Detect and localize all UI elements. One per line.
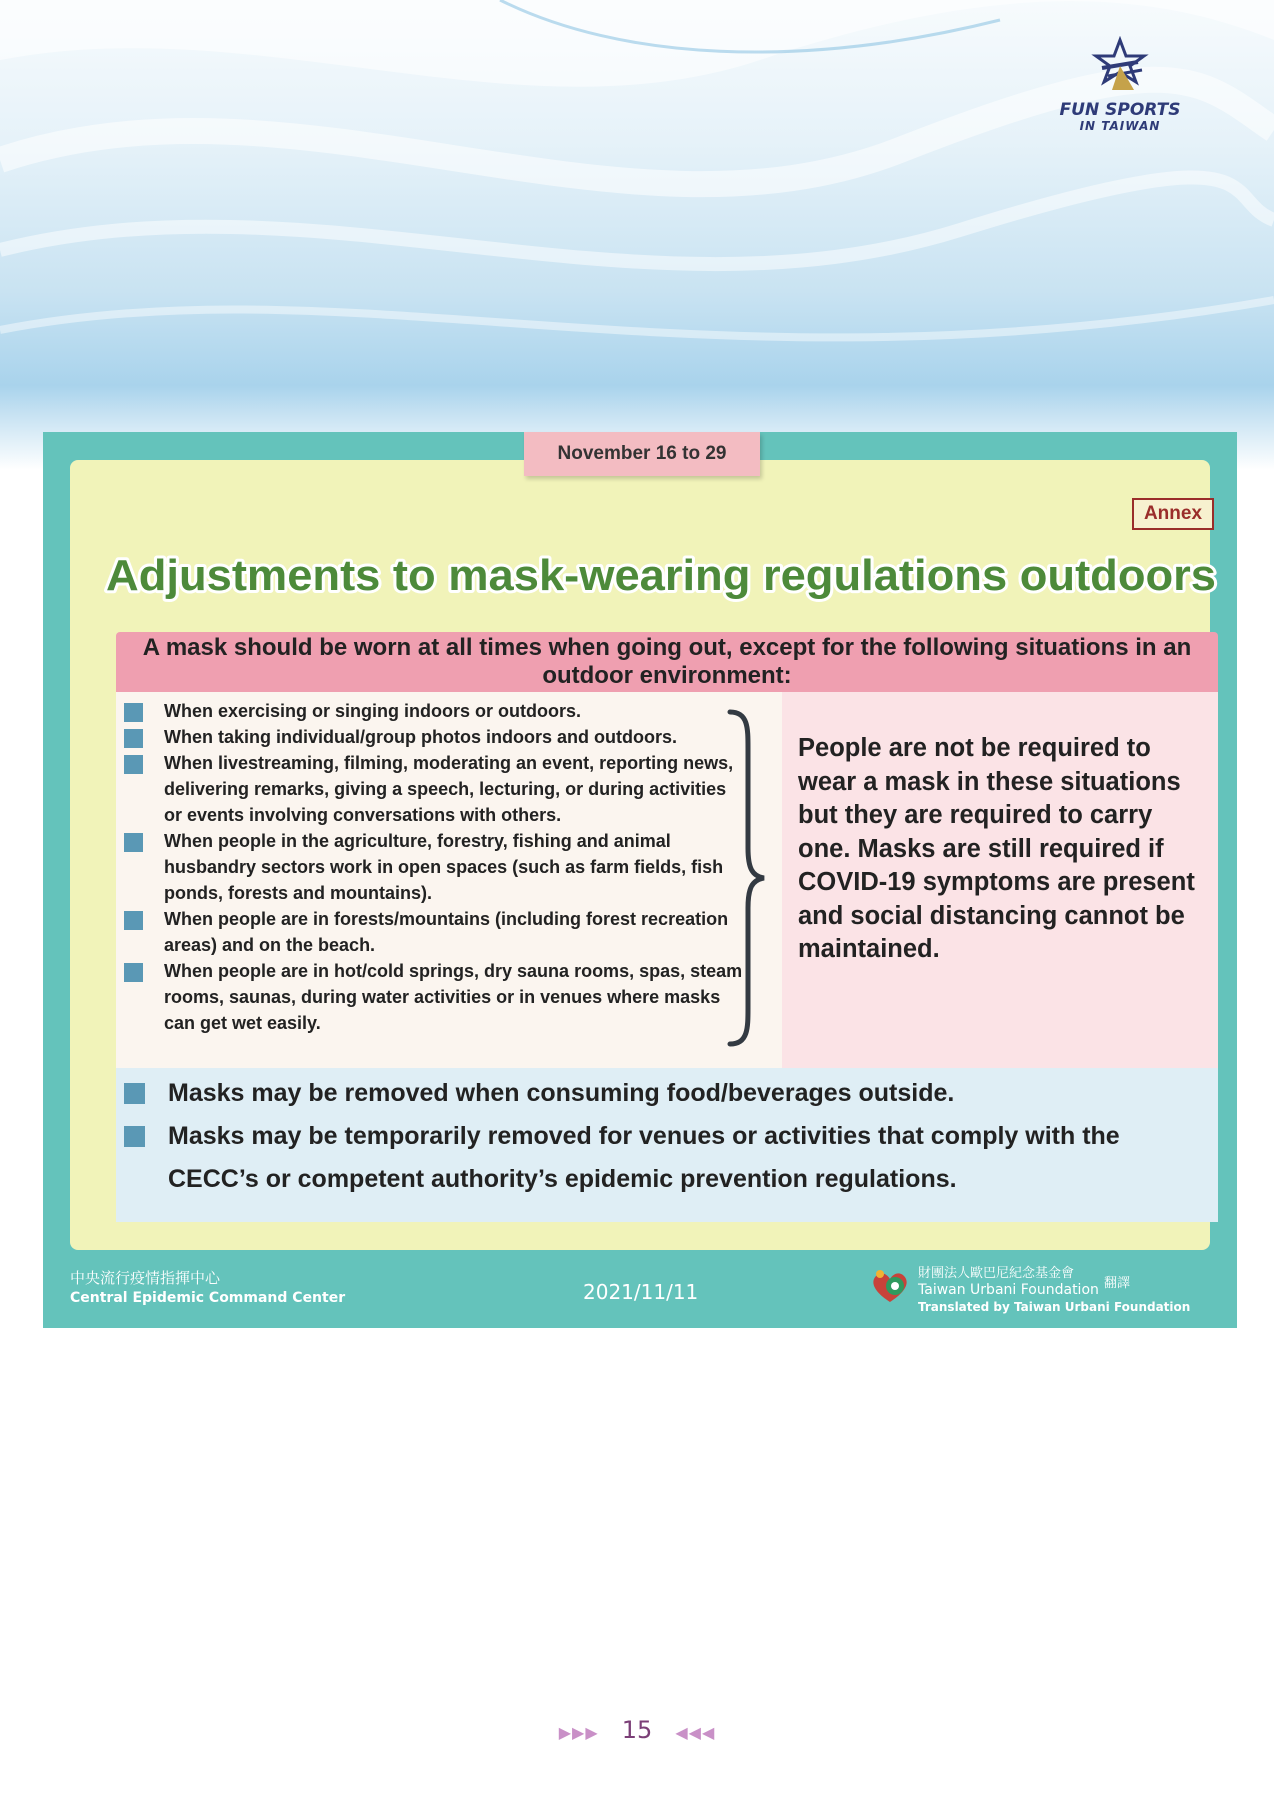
list-item [124, 750, 744, 828]
exceptions-list [124, 698, 744, 1036]
curly-brace-icon [726, 708, 770, 1048]
list-item [124, 1115, 1204, 1201]
slide-panel [70, 460, 1216, 1250]
slide-frame [43, 432, 1237, 1328]
foundation-text [918, 1266, 1190, 1316]
bullet-square-icon [124, 729, 143, 748]
slide-title [96, 536, 1246, 610]
additional-panel [116, 1068, 1218, 1222]
list-item [124, 698, 744, 724]
cecc-name-en: Central Epidemic Command Center [70, 1290, 346, 1306]
arrows-left-icon: ◀◀◀ [675, 1723, 716, 1742]
foundation-name-en: Taiwan Urbani Foundation [918, 1282, 1099, 1298]
slide-title-text: Adjustments to mask-wearing regulations outdoors [106, 551, 1216, 600]
list-item-text: When people in the agriculture, forestry, fishing and animal husbandry sectors work in open spaces (such as farm fields, fish ponds, forests and mountains). [164, 831, 724, 903]
exceptions-panel [116, 692, 782, 1068]
logo-subtitle: IN TAIWAN [1079, 119, 1161, 133]
fun-sports-logo [1050, 36, 1190, 146]
cecc-credit [70, 1268, 345, 1308]
list-item [124, 958, 744, 1036]
bullet-square-icon [124, 963, 143, 982]
star-runner-icon [1050, 36, 1190, 98]
footer-date: 2021/11/11 [583, 1280, 699, 1304]
list-item [124, 906, 744, 958]
list-item [124, 724, 744, 750]
list-item-text: When people are in forests/mountains (including forest recreation areas) and on the beach. [164, 909, 729, 955]
list-item [124, 1072, 1204, 1115]
cecc-name-cn: 中央流行疫情指揮中心 [70, 1269, 221, 1287]
annex-badge: Annex [1132, 498, 1214, 530]
list-item [124, 828, 744, 906]
bullet-square-icon [124, 755, 143, 774]
list-item-text: When exercising or singing indoors or outdoors. [164, 701, 582, 721]
list-item-text: Masks may be removed when consuming food/beverages outside. [168, 1079, 955, 1107]
bullet-square-icon [124, 833, 143, 852]
bullet-square-icon [124, 703, 143, 722]
list-item-text: Masks may be temporarily removed for venues or activities that comply with the CECC’s or competent authority’s epidemic prevention regulations. [168, 1122, 1120, 1193]
list-item-text: When livestreaming, filming, moderating an event, reporting news, delivering remarks, giving a speech, lecturing, or during activities or events involving conversations with others. [164, 753, 734, 825]
page-header-background [0, 0, 1274, 470]
additional-list [124, 1072, 1204, 1201]
foundation-logo-icon [868, 1268, 912, 1306]
arrows-right-icon: ▶▶▶ [558, 1723, 599, 1742]
bullet-square-icon [124, 1083, 145, 1104]
note-panel [782, 692, 1218, 1068]
logo-title: FUN SPORTS [1059, 100, 1181, 120]
translation-label-cn: 翻譯 [1104, 1276, 1131, 1291]
foundation-credit [868, 1266, 1228, 1322]
note-text: People are not be required to wear a mask in these situations but they are required to carry one. Masks are still required if COVID-19 symptoms are present and social distancing cannot be maintained. [798, 734, 1195, 963]
foundation-name-cn: 財團法人歐巴尼紀念基金會 [918, 1266, 1075, 1281]
page-number [0, 1716, 1274, 1744]
list-item-text: When taking individual/group photos indoors and outdoors. [164, 727, 677, 747]
list-item-text: When people are in hot/cold springs, dry sauna rooms, spas, steam rooms, saunas, during water activities or in venues where masks can get wet easily. [164, 961, 743, 1033]
page-number-value: 15 [621, 1716, 653, 1744]
bullet-square-icon [124, 911, 143, 930]
subheading: A mask should be worn at all times when going out, except for the following situations in an outdoor environment: [116, 632, 1218, 692]
translation-credit: Translated by Taiwan Urbani Foundation [918, 1300, 1191, 1314]
date-tab: November 16 to 29 [524, 432, 760, 476]
bullet-square-icon [124, 1126, 145, 1147]
